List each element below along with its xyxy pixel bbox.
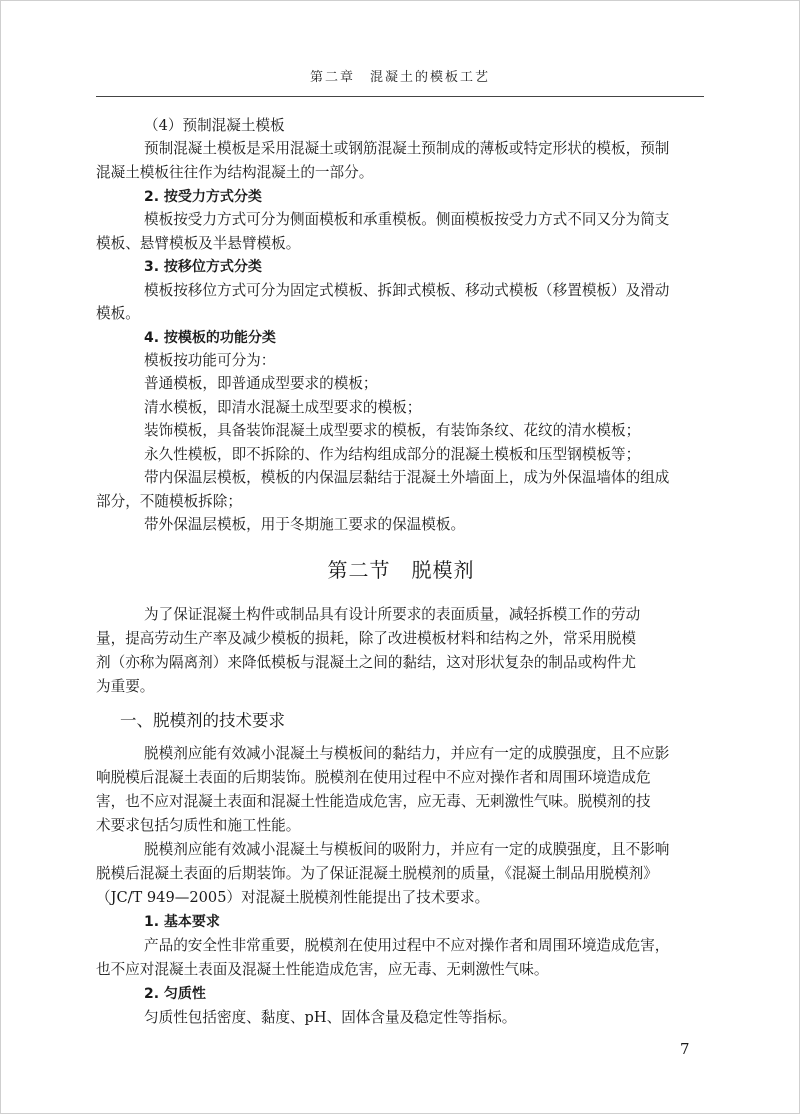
paragraph-line: 匀质性包括密度、黏度、pH、固体含量及稳定性等指标。 bbox=[144, 1009, 517, 1026]
subheading-prefab-template: （4）预制混凝土模板 bbox=[144, 117, 285, 134]
paragraph-line: 模板按功能可分为： bbox=[144, 352, 276, 369]
page-number: 7 bbox=[680, 1040, 690, 1058]
header-rule bbox=[96, 96, 704, 97]
paragraph-line: 剂（亦称为隔离剂）来降低模板与混凝土之间的黏结，这对形状复杂的制品或构件尤 bbox=[96, 654, 636, 671]
list-item: 部分，不随模板拆除； bbox=[96, 493, 242, 510]
list-item: 清水模板，即清水混凝土成型要求的模板； bbox=[144, 399, 422, 416]
paragraph-line: 为了保证混凝土构件或制品具有设计所要求的表面质量，减轻拆模工作的劳动 bbox=[144, 606, 641, 623]
list-item: 带外保温层模板，用于冬期施工要求的保温模板。 bbox=[144, 516, 466, 533]
paragraph-line: 模板按受力方式可分为侧面模板和承重模板。侧面模板按受力方式不同又分为简支 bbox=[144, 211, 670, 228]
list-item: 带内保温层模板，模板的内保温层黏结于混凝土外墙面上，成为外保温墙体的组成 bbox=[144, 469, 670, 486]
heading-technical-requirements: 一、脱模剂的技术要求 bbox=[120, 711, 285, 730]
heading-function-classification: 4. 按模板的功能分类 bbox=[144, 330, 276, 346]
list-item: 永久性模板，即不拆除的、作为结构组成部分的混凝土模板和压型钢模板等； bbox=[144, 446, 641, 463]
paragraph-line: 模板、悬臂模板及半悬臂模板。 bbox=[96, 235, 301, 252]
paragraph-line: 模板。 bbox=[96, 305, 140, 322]
paragraph-line: 为重要。 bbox=[96, 678, 155, 695]
heading-force-classification: 2. 按受力方式分类 bbox=[144, 189, 262, 205]
heading-movement-classification: 3. 按移位方式分类 bbox=[144, 259, 262, 275]
paragraph-line: 脱模剂应能有效减小混凝土与模板间的黏结力，并应有一定的成膜强度，且不应影 bbox=[144, 745, 670, 762]
paragraph-line: 量，提高劳动生产率及减少模板的损耗，除了改进模板材料和结构之外，常采用脱模 bbox=[96, 630, 636, 647]
paragraph-line: 产品的安全性非常重要，脱模剂在使用过程中不应对操作者和周围环境造成危害， bbox=[144, 937, 670, 954]
list-item: 装饰模板，具备装饰混凝土成型要求的模板，有装饰条纹、花纹的清水模板； bbox=[144, 422, 641, 439]
paragraph-line: （JC/T 949—2005）对混凝土脱模剂性能提出了技术要求。 bbox=[96, 889, 490, 906]
heading-basic-requirements: 1. 基本要求 bbox=[144, 914, 220, 930]
paragraph-line: 混凝土模板往往作为结构混凝土的一部分。 bbox=[96, 164, 374, 181]
paragraph-line: 模板按移位方式可分为固定式模板、拆卸式模板、移动式模板（移置模板）及滑动 bbox=[144, 282, 670, 299]
paragraph-line: 脱模后混凝土表面的后期装饰。为了保证混凝土脱模剂的质量，《混凝土制品用脱模剂》 bbox=[96, 865, 658, 882]
paragraph-line: 响脱模后混凝土表面的后期装饰。脱模剂在使用过程中不应对操作者和周围环境造成危 bbox=[96, 769, 651, 786]
paragraph-line: 害，也不应对混凝土表面和混凝土性能造成危害，应无毒、无刺激性气味。脱模剂的技 bbox=[96, 793, 651, 810]
paragraph-line: 预制混凝土模板是采用混凝土或钢筋混凝土预制成的薄板或特定形状的模板，预制 bbox=[144, 140, 670, 157]
section-title: 第二节 脱模剂 bbox=[327, 558, 475, 582]
paragraph-line: 也不应对混凝土表面及混凝土性能造成危害，应无毒、无刺激性气味。 bbox=[96, 961, 549, 978]
paragraph-line: 脱模剂应能有效减小混凝土与模板间的吸附力，并应有一定的成膜强度，且不影响 bbox=[144, 841, 670, 858]
heading-homogeneity: 2. 匀质性 bbox=[144, 986, 206, 1002]
running-header: 第二章 混凝土的模板工艺 bbox=[309, 70, 490, 85]
list-item: 普通模板，即普通成型要求的模板； bbox=[144, 375, 378, 392]
paragraph-line: 术要求包括匀质性和施工性能。 bbox=[96, 817, 301, 834]
